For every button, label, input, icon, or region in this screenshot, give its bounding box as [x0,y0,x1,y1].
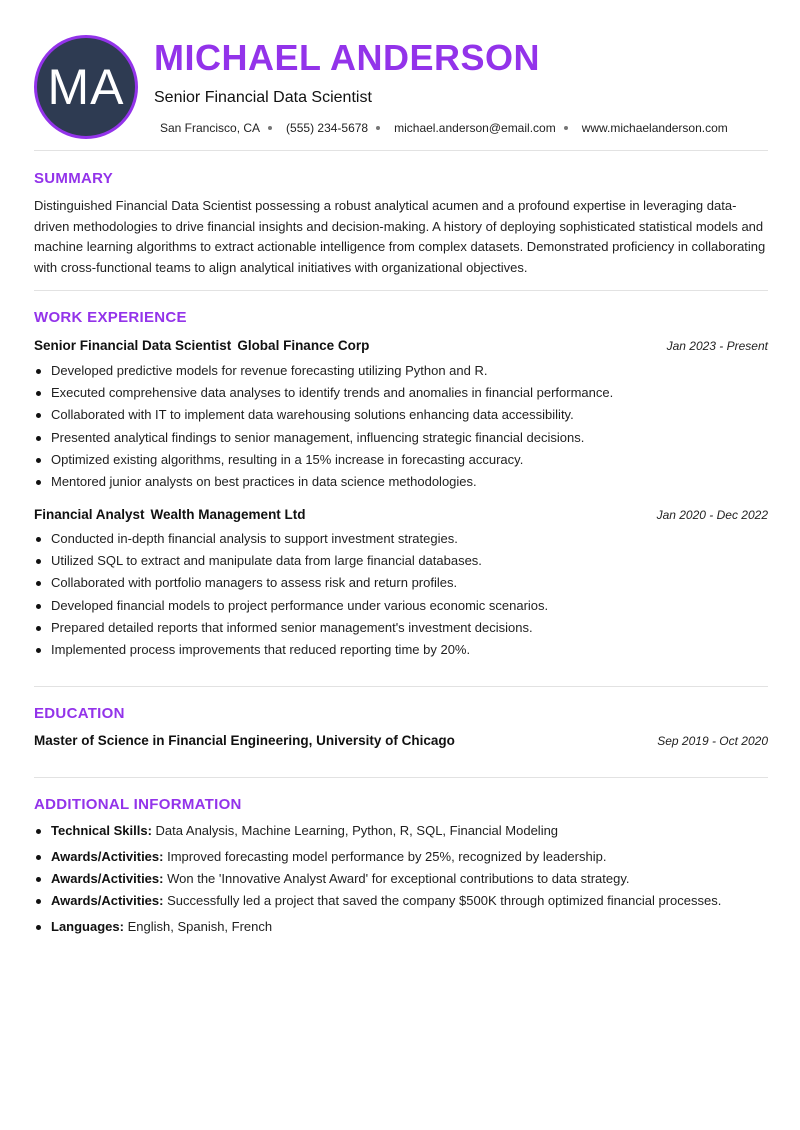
education-date: Sep 2019 - Oct 2020 [657,734,768,748]
contact-email[interactable]: michael.anderson@email.com [394,121,556,135]
list-item: Presented analytical findings to senior management, influencing strategic financial decisions. [51,427,768,449]
list-item [51,846,768,868]
job-title: Senior Financial Data Scientist [34,338,232,353]
list-item [51,890,768,912]
item-label: Awards/Activities: [51,849,164,864]
item-text: Won the 'Innovative Analyst Award' for exceptional contributions to data strategy. [167,871,630,886]
resume-header [34,35,768,139]
separator-dot [564,126,568,130]
contact-website[interactable]: www.michaelanderson.com [581,121,728,135]
job-header [34,338,768,356]
job-bullets [51,528,768,661]
job-title: Financial Analyst [34,507,145,522]
job-bullets [51,360,768,493]
list-item: Developed predictive models for revenue forecasting utilizing Python and R. [51,360,768,382]
job-company: Global Finance Corp [237,338,370,353]
summary-heading: SUMMARY [34,170,114,187]
additional-info-heading: ADDITIONAL INFORMATION [34,796,242,813]
separator-dot [376,126,380,130]
candidate-role: Senior Financial Data Scientist [154,89,372,106]
list-item: Prepared detailed reports that informed senior management's investment decisions. [51,617,768,639]
job-company: Wealth Management Ltd [150,507,306,522]
item-text: Improved forecasting model performance by 25%, recognized by leadership. [167,849,607,864]
list-item [51,868,768,890]
item-text: Data Analysis, Machine Learning, Python, R, SQL, Financial Modeling [155,823,559,838]
item-label: Awards/Activities: [51,893,164,908]
job-title-line [34,338,369,353]
candidate-name: MICHAEL ANDERSON [154,37,541,78]
education-entry [34,733,768,751]
contact-info [160,121,728,135]
avatar: MA [34,35,138,139]
contact-phone: (555) 234-5678 [286,121,369,135]
job-title-line [34,507,306,522]
section-divider [34,290,768,291]
list-item [51,916,768,938]
list-item: Utilized SQL to extract and manipulate data from large financial databases. [51,550,768,572]
contact-location: San Francisco, CA [160,121,261,135]
list-item: Optimized existing algorithms, resulting in a 15% increase in forecasting accuracy. [51,449,768,471]
work-experience-heading: WORK EXPERIENCE [34,309,187,326]
list-item: Collaborated with IT to implement data warehousing solutions enhancing data accessibility. [51,404,768,426]
education-degree: Master of Science in Financial Engineering, University of Chicago [34,733,455,748]
list-item: Developed financial models to project performance under various economic scenarios. [51,595,768,617]
item-text: Successfully led a project that saved the company $500K through optimized financial processes. [167,893,722,908]
section-divider [34,686,768,687]
list-item: Collaborated with portfolio managers to assess risk and return profiles. [51,572,768,594]
list-item: Mentored junior analysts on best practices in data science methodologies. [51,471,768,493]
section-divider [34,150,768,151]
summary-text: Distinguished Financial Data Scientist possessing a robust analytical acumen and a profound expertise in leveraging data-driven methodologies to drive financial insights and decision-making. A history of deploying sophisticated statistical models and machine learning algorithms to extract actionable intelligence from complex datasets. Demonstrated proficiency in collaborating with cross-functional teams to align analytical initiatives with organizational objectives. [34,198,766,275]
list-item: Conducted in-depth financial analysis to support investment strategies. [51,528,768,550]
item-label: Awards/Activities: [51,871,164,886]
item-label: Technical Skills: [51,823,152,838]
list-item: Implemented process improvements that reduced reporting time by 20%. [51,639,768,661]
separator-dot [268,126,272,130]
item-text: English, Spanish, French [127,919,273,934]
list-item [51,820,768,842]
education-heading: EDUCATION [34,705,125,722]
job-date: Jan 2020 - Dec 2022 [656,508,768,522]
additional-info-list [51,820,768,938]
job-date: Jan 2023 - Present [666,339,768,353]
section-divider [34,777,768,778]
list-item: Executed comprehensive data analyses to identify trends and anomalies in financial performance. [51,382,768,404]
item-label: Languages: [51,919,124,934]
job-header [34,507,768,525]
